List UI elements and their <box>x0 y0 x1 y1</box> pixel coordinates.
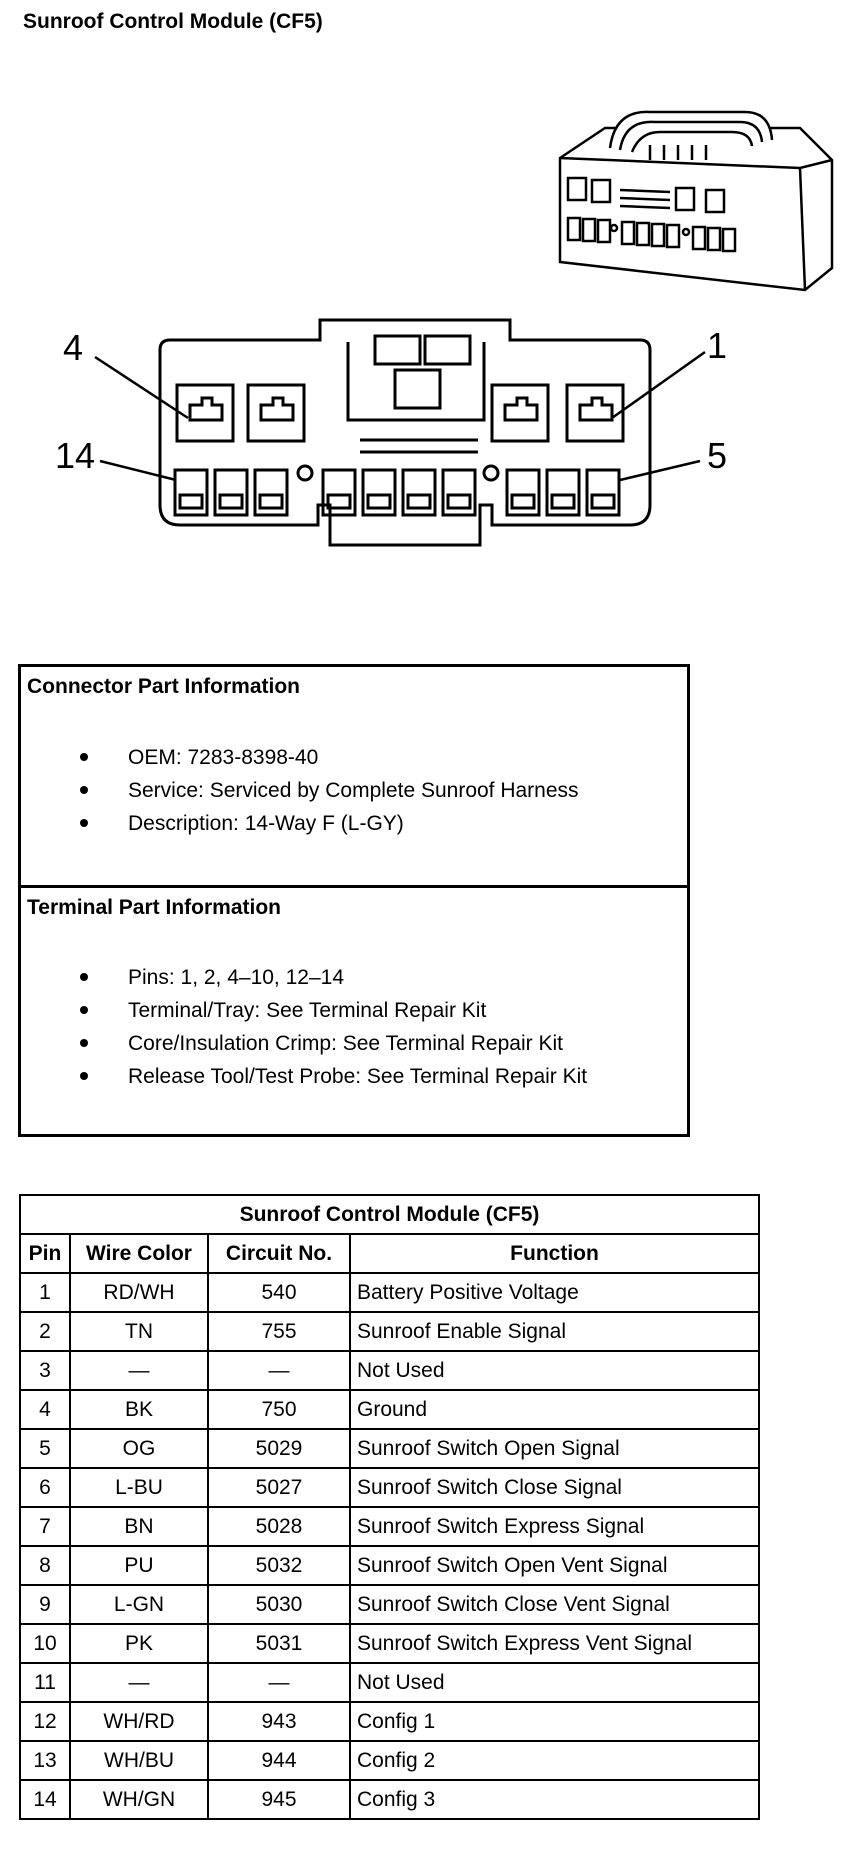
connector-part-info-list <box>21 741 687 840</box>
pin-cell: 3 <box>20 1351 70 1390</box>
page-title: Sunroof Control Module (CF5) <box>23 10 323 33</box>
connector-face <box>160 320 650 545</box>
circuit-no-cell: 755 <box>208 1312 350 1351</box>
circuit-no-cell: 750 <box>208 1390 350 1429</box>
part-information-box <box>18 664 690 1137</box>
function-cell: Sunroof Switch Open Vent Signal <box>350 1546 759 1585</box>
list-item: Terminal/Tray: See Terminal Repair Kit <box>21 994 687 1027</box>
callout-pin-1: 1 <box>707 325 728 366</box>
connector-diagram <box>0 60 864 620</box>
connector-part-info-heading: Connector Part Information <box>27 675 301 698</box>
wire-color-cell: TN <box>70 1312 208 1351</box>
pin-cell: 6 <box>20 1468 70 1507</box>
pin-cell: 5 <box>20 1429 70 1468</box>
table-row <box>20 1351 759 1390</box>
function-cell: Config 2 <box>350 1741 759 1780</box>
wire-color-cell: — <box>70 1663 208 1702</box>
function-cell: Sunroof Switch Express Vent Signal <box>350 1624 759 1663</box>
circuit-no-cell: 5027 <box>208 1468 350 1507</box>
function-cell: Ground <box>350 1390 759 1429</box>
function-cell: Sunroof Switch Close Vent Signal <box>350 1585 759 1624</box>
callout-pin-5: 5 <box>707 435 728 476</box>
wire-color-cell: WH/RD <box>70 1702 208 1741</box>
circuit-no-cell: — <box>208 1663 350 1702</box>
circuit-no-cell: 944 <box>208 1741 350 1780</box>
terminal-part-info-list <box>21 961 687 1093</box>
pin-cell: 2 <box>20 1312 70 1351</box>
table-row <box>20 1429 759 1468</box>
pin-cell: 1 <box>20 1273 70 1312</box>
table-row <box>20 1312 759 1351</box>
column-header-wire-color: Wire Color <box>70 1234 208 1273</box>
wire-color-cell: L-BU <box>70 1468 208 1507</box>
pin-cell: 13 <box>20 1741 70 1780</box>
circuit-no-cell: 943 <box>208 1702 350 1741</box>
wire-color-cell: WH/BU <box>70 1741 208 1780</box>
function-cell: Not Used <box>350 1663 759 1702</box>
callout-pin-4: 4 <box>63 327 84 368</box>
function-cell: Config 3 <box>350 1780 759 1819</box>
table-row <box>20 1507 759 1546</box>
table-row <box>20 1390 759 1429</box>
pin-cell: 12 <box>20 1702 70 1741</box>
function-cell: Battery Positive Voltage <box>350 1273 759 1312</box>
circuit-no-cell: 5028 <box>208 1507 350 1546</box>
circuit-no-cell: 540 <box>208 1273 350 1312</box>
wire-color-cell: WH/GN <box>70 1780 208 1819</box>
top-cavity-row <box>177 385 623 441</box>
pin-cell: 8 <box>20 1546 70 1585</box>
pin-cell: 7 <box>20 1507 70 1546</box>
list-item: OEM: 7283-8398-40 <box>21 741 687 774</box>
table-row <box>20 1702 759 1741</box>
wire-color-cell: RD/WH <box>70 1273 208 1312</box>
pin-cell: 11 <box>20 1663 70 1702</box>
function-cell: Not Used <box>350 1351 759 1390</box>
function-cell: Sunroof Switch Close Signal <box>350 1468 759 1507</box>
circuit-no-cell: 5029 <box>208 1429 350 1468</box>
list-item: Service: Serviced by Complete Sunroof Harness <box>21 774 687 807</box>
pin-cell: 4 <box>20 1390 70 1429</box>
table-row <box>20 1780 759 1819</box>
column-header-function: Function <box>350 1234 759 1273</box>
wire-color-cell: PU <box>70 1546 208 1585</box>
table-row <box>20 1273 759 1312</box>
list-item: Description: 14-Way F (L-GY) <box>21 807 687 840</box>
circuit-no-cell: 5031 <box>208 1624 350 1663</box>
table-row <box>20 1546 759 1585</box>
wire-color-cell: BN <box>70 1507 208 1546</box>
pin-cell: 10 <box>20 1624 70 1663</box>
terminal-part-info <box>21 888 687 1134</box>
pin-cell: 14 <box>20 1780 70 1819</box>
table-row <box>20 1663 759 1702</box>
list-item: Release Tool/Test Probe: See Terminal Repair Kit <box>21 1060 687 1093</box>
wire-color-cell: — <box>70 1351 208 1390</box>
table-row <box>20 1468 759 1507</box>
circuit-no-cell: 5032 <box>208 1546 350 1585</box>
function-cell: Sunroof Switch Open Signal <box>350 1429 759 1468</box>
function-cell: Sunroof Switch Express Signal <box>350 1507 759 1546</box>
wire-color-cell: L-GN <box>70 1585 208 1624</box>
wire-color-cell: OG <box>70 1429 208 1468</box>
table-row <box>20 1741 759 1780</box>
pinout-table <box>19 1194 760 1820</box>
pinout-table-body <box>20 1273 759 1819</box>
wire-color-cell: BK <box>70 1390 208 1429</box>
table-row <box>20 1624 759 1663</box>
list-item: Pins: 1, 2, 4–10, 12–14 <box>21 961 687 994</box>
pin-cell: 9 <box>20 1585 70 1624</box>
circuit-no-cell: — <box>208 1351 350 1390</box>
table-caption: Sunroof Control Module (CF5) <box>20 1195 759 1234</box>
column-header-circuit-no: Circuit No. <box>208 1234 350 1273</box>
bottom-cavity-row <box>175 466 619 515</box>
connector-part-info <box>21 667 687 888</box>
circuit-no-cell: 5030 <box>208 1585 350 1624</box>
list-item: Core/Insulation Crimp: See Terminal Repair Kit <box>21 1027 687 1060</box>
function-cell: Config 1 <box>350 1702 759 1741</box>
terminal-part-info-heading: Terminal Part Information <box>27 896 281 919</box>
column-header-pin: Pin <box>20 1234 70 1273</box>
callout-pin-14: 14 <box>55 435 96 476</box>
wire-color-cell: PK <box>70 1624 208 1663</box>
connector-3d-illustration <box>560 112 832 290</box>
function-cell: Sunroof Enable Signal <box>350 1312 759 1351</box>
circuit-no-cell: 945 <box>208 1780 350 1819</box>
table-row <box>20 1585 759 1624</box>
